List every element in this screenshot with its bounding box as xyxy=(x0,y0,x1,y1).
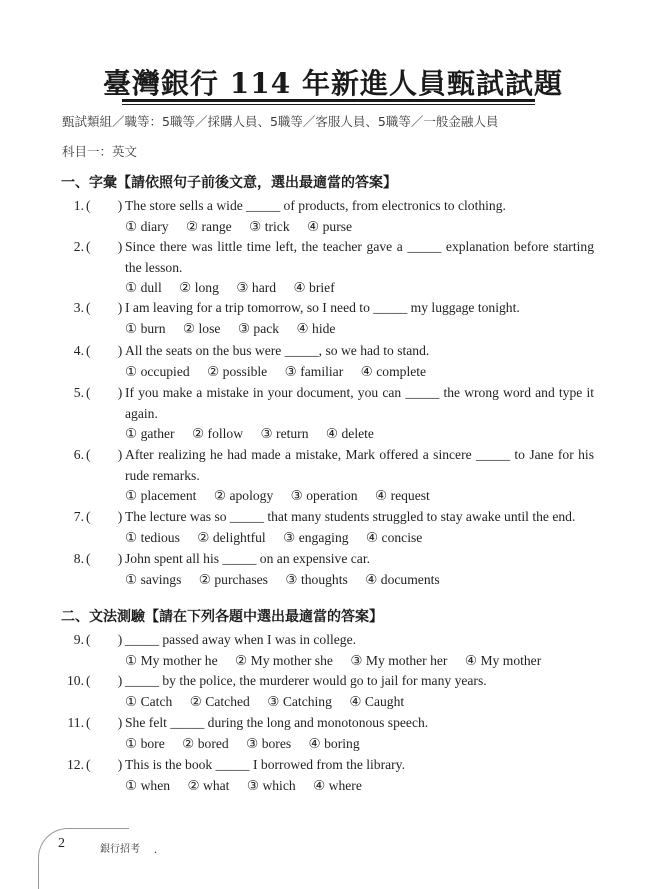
question-item xyxy=(62,445,594,507)
options-row xyxy=(125,776,594,797)
question-stem: This is the book _____ I borrowed from the library. xyxy=(125,757,405,772)
option[interactable]: ④ complete xyxy=(360,363,427,379)
question-item xyxy=(62,549,594,590)
option[interactable]: ① diary xyxy=(125,218,169,234)
exam-category: 甄試類組／職等：5職等／採購人員、5職等／客服人員、5職等／一般金融人員 xyxy=(62,114,499,129)
option[interactable]: ③ thoughts xyxy=(285,571,348,587)
footer-label: 銀行招考 xyxy=(100,844,140,855)
answer-blank[interactable]: ( ) xyxy=(86,447,123,462)
question-number: 10. xyxy=(67,673,84,688)
question-number: 6. xyxy=(73,447,84,462)
question-item xyxy=(62,713,594,754)
answer-blank[interactable]: ( ) xyxy=(86,551,123,566)
question-stem: The store sells a wide _____ of products, from electronics to clothing. xyxy=(125,198,506,213)
footer-decoration xyxy=(38,828,129,889)
question-number: 8. xyxy=(73,551,84,566)
question-number: 12. xyxy=(67,757,84,772)
answer-blank[interactable]: ( ) xyxy=(86,300,123,315)
option[interactable]: ③ pack xyxy=(237,320,280,336)
option[interactable]: ③ My mother her xyxy=(350,652,448,668)
option[interactable]: ② follow xyxy=(191,426,244,441)
footer-dot: . xyxy=(154,842,157,856)
option[interactable]: ② My mother she xyxy=(235,652,333,668)
options-row xyxy=(125,692,594,713)
option[interactable]: ② bored xyxy=(182,735,229,751)
answer-blank[interactable]: ( ) xyxy=(86,757,123,772)
title-underline xyxy=(122,99,535,102)
option[interactable]: ③ bores xyxy=(246,735,292,751)
question-number: 3. xyxy=(73,300,84,315)
option[interactable]: ④ purse xyxy=(307,218,353,234)
question-number: 1. xyxy=(73,198,84,213)
option[interactable]: ① savings xyxy=(125,571,182,587)
option[interactable]: ③ trick xyxy=(249,218,290,234)
question-stem: Since there was little time left, the teacher gave a _____ explanation before starting the lesson. xyxy=(125,239,594,275)
option[interactable]: ② what xyxy=(187,777,230,793)
option[interactable]: ③ Catching xyxy=(267,693,332,709)
options-row xyxy=(125,278,594,299)
exam-subject: 科目一：英文 xyxy=(62,144,138,159)
page-number: 2 xyxy=(58,836,65,851)
option[interactable]: ① when xyxy=(125,777,171,793)
question-item xyxy=(62,237,594,299)
option[interactable]: ① My mother he xyxy=(125,652,218,668)
question-number: 2. xyxy=(73,239,84,254)
option[interactable]: ① tedious xyxy=(125,529,180,545)
option[interactable]: ④ My mother xyxy=(464,652,542,668)
answer-blank[interactable]: ( ) xyxy=(86,343,123,358)
option[interactable]: ③ engaging xyxy=(283,529,349,545)
option[interactable]: ④ where xyxy=(313,777,362,793)
options-row xyxy=(125,217,594,238)
question-stem: The lecture was so _____ that many students struggled to stay awake until the end. xyxy=(125,509,576,524)
question-item xyxy=(62,341,594,382)
option[interactable]: ③ which xyxy=(246,777,296,793)
option[interactable]: ② Catched xyxy=(189,693,250,709)
options-row xyxy=(125,424,594,445)
options-row xyxy=(125,734,594,755)
option[interactable]: ② lose xyxy=(182,320,221,336)
question-item xyxy=(62,755,594,796)
section-heading-vocabulary: 一、字彙【請依照句子前後文意，選出最適當的答案】 xyxy=(61,175,397,191)
answer-blank[interactable]: ( ) xyxy=(86,385,123,400)
option[interactable]: ③ familiar xyxy=(284,363,344,379)
question-number: 5. xyxy=(73,385,84,400)
option[interactable]: ② apology xyxy=(213,488,274,503)
options-row xyxy=(125,486,594,507)
option[interactable]: ③ hard xyxy=(236,280,277,295)
options-row xyxy=(125,362,594,383)
option[interactable]: ② range xyxy=(185,218,232,234)
question-item xyxy=(62,671,594,712)
question-stem: I am leaving for a trip tomorrow, so I need to _____ my luggage tonight. xyxy=(125,300,520,315)
options-row xyxy=(125,319,594,340)
question-stem: If you make a mistake in your document, you can _____ the wrong word and type it again. xyxy=(125,385,594,421)
option[interactable]: ② possible xyxy=(207,363,268,379)
options-row xyxy=(125,651,594,672)
section-heading-grammar: 二、文法測驗【請在下列各題中選出最適當的答案】 xyxy=(61,609,383,625)
option[interactable]: ① burn xyxy=(125,320,166,336)
option[interactable]: ④ request xyxy=(374,488,430,503)
option[interactable]: ② long xyxy=(179,280,219,295)
option[interactable]: ④ documents xyxy=(365,571,440,587)
option[interactable]: ① placement xyxy=(125,488,197,503)
exam-title: 臺灣銀行 114 年新進人員甄試試題 xyxy=(103,67,563,100)
answer-blank[interactable]: ( ) xyxy=(86,632,123,647)
question-stem: She felt _____ during the long and monotonous speech. xyxy=(125,715,429,730)
option[interactable]: ② delightful xyxy=(197,529,266,545)
title-underline-thin xyxy=(122,104,535,105)
question-number: 11. xyxy=(67,715,84,730)
answer-blank[interactable]: ( ) xyxy=(86,198,123,213)
answer-blank[interactable]: ( ) xyxy=(86,715,123,730)
answer-blank[interactable]: ( ) xyxy=(86,509,123,524)
question-item xyxy=(62,196,594,237)
option[interactable]: ④ hide xyxy=(296,320,336,336)
option[interactable]: ① dull xyxy=(125,280,162,295)
question-stem: All the seats on the bus were _____, so we had to stand. xyxy=(125,343,430,358)
option[interactable]: ④ boring xyxy=(308,735,360,751)
option[interactable]: ② purchases xyxy=(198,571,268,587)
question-stem: John spent all his _____ on an expensive car. xyxy=(125,551,371,566)
question-number: 4. xyxy=(73,343,84,358)
question-stem: _____ by the police, the murderer would go to jail for many years. xyxy=(125,673,487,688)
question-stem: _____ passed away when I was in college. xyxy=(125,632,357,647)
option[interactable]: ④ concise xyxy=(365,529,423,545)
option[interactable]: ④ brief xyxy=(293,280,335,295)
options-row xyxy=(125,570,594,591)
question-item xyxy=(62,383,594,445)
question-item xyxy=(62,298,594,339)
option[interactable]: ④ Caught xyxy=(349,693,405,709)
options-row xyxy=(125,528,594,549)
option[interactable]: ③ return xyxy=(260,426,309,441)
question-item xyxy=(62,507,594,548)
answer-blank[interactable]: ( ) xyxy=(86,239,123,254)
option[interactable]: ① occupied xyxy=(125,363,190,379)
question-number: 9. xyxy=(73,632,84,647)
question-number: 7. xyxy=(73,509,84,524)
question-stem: After realizing he had made a mistake, Mark offered a sincere _____ to Jane for his rude remarks. xyxy=(125,447,594,483)
option[interactable]: ① gather xyxy=(125,426,175,441)
option[interactable]: ① Catch xyxy=(125,693,173,709)
option[interactable]: ① bore xyxy=(125,735,165,751)
question-item xyxy=(62,630,594,671)
option[interactable]: ③ operation xyxy=(290,488,358,503)
answer-blank[interactable]: ( ) xyxy=(86,673,123,688)
option[interactable]: ④ delete xyxy=(325,426,374,441)
